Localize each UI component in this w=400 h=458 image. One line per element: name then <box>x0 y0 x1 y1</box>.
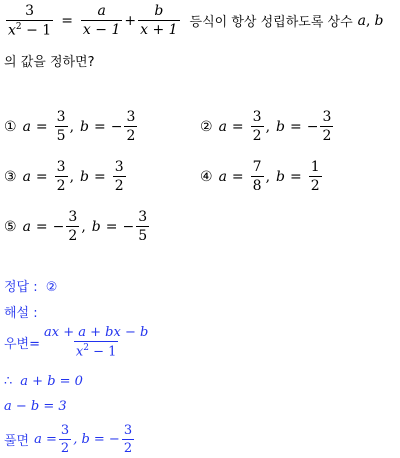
rhs-expression <box>4 326 152 358</box>
answer-line <box>4 276 57 295</box>
question-line-1: $\frac{3}{x^2 - 1}$ = $\frac{a}{x - 1}$ + $\frac{b}{x + 1}$ 등식이 항상 성립하도록 상수 a , b <box>8 3 384 39</box>
variable-a: a <box>357 12 366 29</box>
question-text: 등식이 항상 성립하도록 상수 <box>189 15 353 31</box>
option-2[interactable]: ② a = $\frac{3}{2}$ , b = − $\frac{3}{2}$ <box>200 109 332 144</box>
option-a-fraction: $\frac{3}{2}$ <box>68 209 78 244</box>
therefore-symbol: ∴ <box>4 374 13 389</box>
option-b-fraction: $\frac{3}{2}$ <box>114 159 124 194</box>
option-b-fraction: $\frac{3}{5}$ <box>138 209 148 244</box>
rhs-fraction: $\frac{ax + a + bx - b}{x^2 - 1}$ <box>44 325 149 360</box>
option-marker: ② <box>200 118 213 135</box>
answer-label: 정답 : <box>4 280 38 295</box>
option-1[interactable]: ① a = $\frac{3}{5}$ , b = − $\frac{3}{2}$ <box>4 109 136 144</box>
option-3[interactable]: ③ a = $\frac{3}{2}$ , b = $\frac{3}{2}$ <box>4 159 124 194</box>
question-fraction-2: $\frac{a}{x - 1}$ <box>82 3 121 39</box>
result-line: 풀면 a = $\frac{3}{2}$ , b = − $\frac{3}{2}$ <box>4 423 133 456</box>
option-marker: ③ <box>4 168 17 185</box>
option-marker: ⑤ <box>4 218 17 235</box>
option-5[interactable]: ⑤ a = − $\frac{3}{2}$ , b = − $\frac{3}{5}$ <box>4 209 148 244</box>
option-marker: ① <box>4 118 17 135</box>
result-a-fraction: $\frac{3}{2}$ <box>60 423 70 456</box>
equals-sign: = <box>61 12 73 29</box>
option-b-fraction: $\frac{3}{2}$ <box>322 109 332 144</box>
result-b-fraction: $\frac{3}{2}$ <box>123 423 133 456</box>
question-fraction-1: $\frac{3}{x^2 - 1}$ <box>8 3 52 39</box>
option-a-fraction: $\frac{3}{2}$ <box>252 109 262 144</box>
option-marker: ④ <box>200 168 213 185</box>
option-a-fraction: $\frac{7}{8}$ <box>252 159 262 194</box>
equation-2: a − b = 3 <box>4 399 67 414</box>
explanation-label: 해설 : <box>4 306 38 321</box>
option-b-fraction: $\frac{1}{2}$ <box>310 159 320 194</box>
variable-b: b <box>374 12 384 29</box>
result-label: 풀면 <box>4 434 30 449</box>
option-a-fraction: $\frac{3}{5}$ <box>56 109 66 144</box>
option-b-fraction: $\frac{3}{2}$ <box>126 109 136 144</box>
answer-value: ② <box>45 280 58 295</box>
option-a-fraction: $\frac{3}{2}$ <box>56 159 66 194</box>
rhs-label: 우변= <box>4 336 41 352</box>
question-text-continued: 의 값을 정하면? <box>4 55 95 70</box>
option-4[interactable]: ④ a = $\frac{7}{8}$ , b = $\frac{1}{2}$ <box>200 159 320 194</box>
question-fraction-3: $\frac{b}{x + 1}$ <box>140 3 178 39</box>
equation-1: ∴ a + b = 0 <box>4 374 83 389</box>
plus-sign: + <box>124 12 137 29</box>
